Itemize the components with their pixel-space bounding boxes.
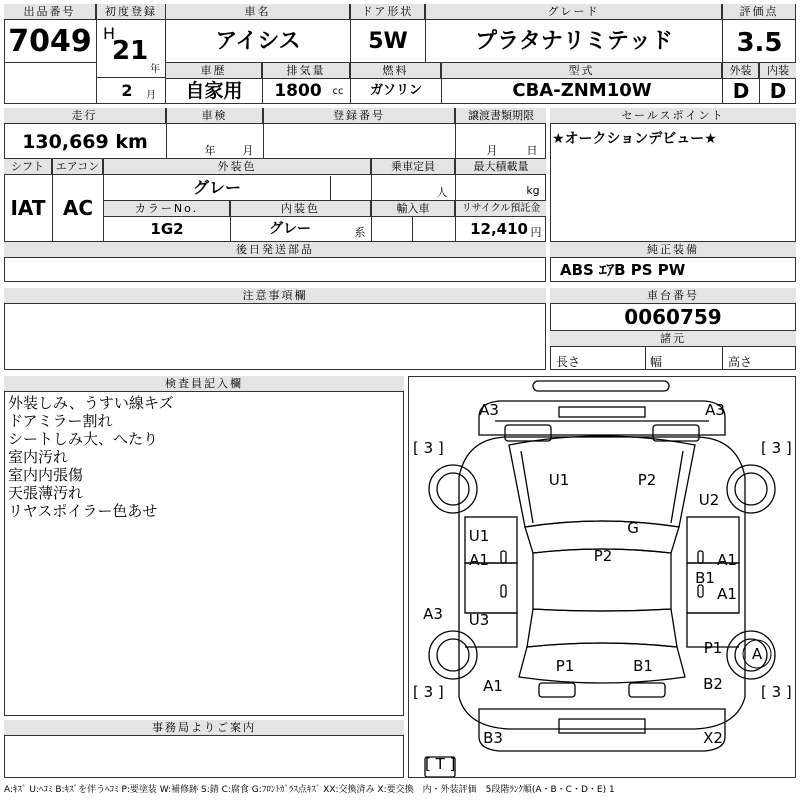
registration-date-label: 初度登録 xyxy=(97,4,166,20)
damage-mark: A1 xyxy=(717,585,737,603)
color-number-label: カラーNo. xyxy=(104,201,230,217)
inspector-note-line: 室内内張傷 xyxy=(8,466,84,484)
damage-mark: U3 xyxy=(468,611,490,629)
damage-mark: B2 xyxy=(703,675,723,693)
damage-diagram xyxy=(409,377,795,777)
spec-width: 幅 xyxy=(650,355,663,369)
exterior-color: グレー xyxy=(192,178,241,197)
exterior-color-label: 外装色 xyxy=(104,159,371,175)
year-unit: 年 xyxy=(150,64,160,75)
inspector-note-line: 室内汚れ xyxy=(8,448,69,466)
score-label: 評価点 xyxy=(723,4,796,20)
model: CBA-ZNM10W xyxy=(512,80,652,101)
mileage: 130,669 km xyxy=(22,131,148,153)
damage-mark: G xyxy=(627,519,639,537)
damage-mark: P2 xyxy=(637,471,657,489)
caution-label: 注意事項欄 xyxy=(4,288,546,304)
mileage-label: 走行 xyxy=(4,108,166,124)
transfer-deadline-label: 譲渡書類期限 xyxy=(456,108,546,124)
lot-number: 7049 xyxy=(8,24,92,59)
era: H xyxy=(102,24,116,43)
recycle-unit: 円 xyxy=(530,226,542,239)
tire-tread-mark: [ T ] xyxy=(425,755,456,773)
later-parts-label: 後日発送部品 xyxy=(4,242,546,258)
tire-tread-mark: [ 3 ] xyxy=(761,439,792,457)
inspection-year-unit: 年 xyxy=(204,144,216,157)
month-unit: 月 xyxy=(146,90,156,101)
damage-mark: A3 xyxy=(423,605,443,623)
history: 自家用 xyxy=(185,80,243,102)
damage-mark: A1 xyxy=(483,677,503,695)
tire-tread-mark: [ 3 ] xyxy=(413,683,444,701)
aircon-label: エアコン xyxy=(53,159,103,175)
damage-mark: U1 xyxy=(548,471,570,489)
damage-mark: P2 xyxy=(593,547,613,565)
registration-year: 21 xyxy=(112,36,148,66)
inspector-label: 検査員記入欄 xyxy=(4,376,404,392)
interior-color-label: 内装色 xyxy=(231,201,371,217)
max-load-label: 最大積載量 xyxy=(456,159,546,175)
equipment: ABS ｴｱB PS PW xyxy=(560,261,686,279)
tire-tread-mark: [ 3 ] xyxy=(413,439,444,457)
shift: IAT xyxy=(10,196,46,220)
damage-mark: B3 xyxy=(483,729,503,747)
damage-mark: A1 xyxy=(717,551,737,569)
displacement-unit: cc xyxy=(332,86,344,97)
inspection-label: 車検 xyxy=(167,108,263,124)
displacement-label: 排気量 xyxy=(263,63,350,79)
chassis-label: 車台番号 xyxy=(550,288,796,304)
chassis-number: 0060759 xyxy=(624,305,722,329)
inspector-notes xyxy=(8,394,398,520)
sales-point: ★オークションデビュー★ xyxy=(552,131,717,147)
registration-number-label: 登録番号 xyxy=(264,108,455,124)
recycle-label: リサイクル預託金 xyxy=(456,201,546,217)
color-number: 1G2 xyxy=(150,220,184,238)
capacity-label: 乗車定員 xyxy=(372,159,455,175)
import-label: 輸入車 xyxy=(372,201,455,217)
equipment-label: 純正装備 xyxy=(550,242,796,258)
transfer-day-unit: 日 xyxy=(526,144,538,157)
inspector-note-line: ドアミラー割れ xyxy=(8,412,113,430)
damage-mark: U1 xyxy=(468,527,490,545)
sales-point-label: セールスポイント xyxy=(550,108,796,124)
history-label: 車歴 xyxy=(166,63,262,79)
car-name: アイシス xyxy=(215,29,301,54)
damage-mark: A1 xyxy=(469,551,489,569)
registration-month: 2 xyxy=(121,81,133,100)
damage-mark: P1 xyxy=(555,657,575,675)
model-label: 型式 xyxy=(442,63,722,79)
damage-mark: P1 xyxy=(703,639,723,657)
lot-label: 出品番号 xyxy=(4,4,96,20)
office-label: 事務局よりご案内 xyxy=(4,720,404,736)
grade: プラタナリミテッド xyxy=(475,29,673,54)
inspector-note-line: 外装しみ、うすい線キズ xyxy=(8,394,174,412)
inspector-note-line: リヤスポイラー色あせ xyxy=(8,502,158,520)
fuel-label: 燃料 xyxy=(351,63,441,79)
inspection-month-unit: 月 xyxy=(242,144,254,157)
damage-mark: B1 xyxy=(695,569,715,587)
interior-rank: D xyxy=(769,79,787,103)
damage-mark: U2 xyxy=(698,491,720,509)
transfer-month-unit: 月 xyxy=(486,144,498,157)
exterior-label: 外装 xyxy=(723,63,759,79)
damage-mark: A3 xyxy=(705,401,725,419)
tire-tread-mark: [ 3 ] xyxy=(761,683,792,701)
fuel: ガソリン xyxy=(369,83,422,98)
specs-label: 諸元 xyxy=(550,330,796,347)
inspector-note-line: 天張薄汚れ xyxy=(8,484,84,502)
recycle-amount: 12,410 xyxy=(470,220,528,238)
damage-mark: B1 xyxy=(633,657,653,675)
door-label: ドア形状 xyxy=(351,4,425,20)
damage-mark: X2 xyxy=(703,729,723,747)
spec-height: 高さ xyxy=(728,355,753,369)
score: 3.5 xyxy=(736,28,783,58)
car-name-label: 車名 xyxy=(166,4,350,20)
spec-length: 長さ xyxy=(556,355,581,369)
aircon: AC xyxy=(62,196,94,220)
damage-mark: A3 xyxy=(479,401,499,419)
interior-color: グレー xyxy=(269,221,311,237)
door-type: 5W xyxy=(368,29,408,54)
capacity-unit: 人 xyxy=(436,186,448,199)
legend: A:ｷｽﾞ U:ﾍｺﾐ B:ｷｽﾞを伴うﾍｺﾐ P:要塗装 W:補修跡 S:錆 C:腐食 G:ﾌﾛﾝﾄｶﾞﾗｽ点ｷｽﾞ XX:交換済み X:要交換 内・外装評価 5段階ﾗﾝｸ順(A・B・C・D・E) 1 xyxy=(4,785,615,795)
damage-mark: A xyxy=(751,645,763,663)
shift-label: シフト xyxy=(4,159,52,175)
grade-label: グレード xyxy=(426,4,722,20)
interior-color-unit: 系 xyxy=(354,226,366,239)
inspector-note-line: シートしみ大、へたり xyxy=(8,430,159,448)
max-load-unit: kg xyxy=(526,184,540,197)
displacement: 1800 xyxy=(274,81,322,101)
interior-label: 内装 xyxy=(760,63,796,79)
exterior-rank: D xyxy=(732,79,750,103)
